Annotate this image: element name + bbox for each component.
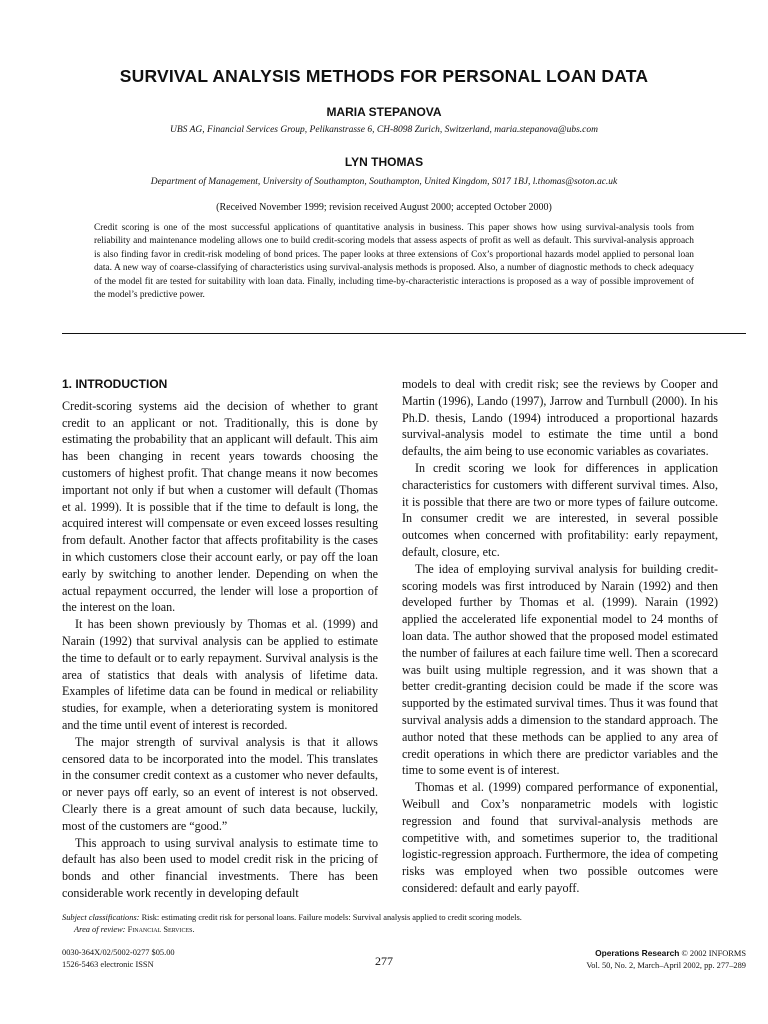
author-affiliation: UBS AG, Financial Services Group, Pelikanstrasse 6, CH-8098 Zurich, Switzerland, maria.stepanova@ubs.com <box>169 125 599 135</box>
paragraph: In credit scoring we look for differences in application characteristics for customers with different survival times. Also, it is possible that there are two or more types of failure outcome. In consumer credit we are interested, in several possible outcomes when concerned with profitability: early repayment, default, closure, etc. <box>402 460 718 559</box>
author-name: MARIA STEPANOVA <box>326 105 442 119</box>
paragraph: Thomas et al. (1999) compared performance of exponential, Weibull and Cox’s nonparametric models with logistic regression and found that survival-analysis methods are competitive with, and sometimes superior to, the traditional logistic-regression approach. Furthermore, the idea of competing risks was employed when two possible outcomes were considered: default and early payoff. <box>402 780 718 895</box>
abstract: Credit scoring is one of the most successful applications of quantitative analysis in business. This paper shows how using survival-analysis tools from reliability and maintenance modeling allows one to build credit-scoring models that assess aspects of profit as well as default. This survival-analysis approach is also finding favor in credit-risk modeling of bond prices. The paper looks at three extensions of Cox’s proportional hazards model applied to personal loan data. A new way of coarse-classifying of characteristics using survival-analysis methods is proposed. Also, a number of diagnostic methods to check adequacy of the model fit are tested for suitability with loan data. Finally, including time-by-characteristic interactions is proposed as a way of possible improvement of the model’s predictive power. <box>94 223 694 301</box>
review-label: Area of review: <box>74 924 126 934</box>
electronic-issn: 1526-5463 electronic ISSN <box>62 960 154 969</box>
right-column <box>402 376 718 897</box>
journal-name: Operations Research <box>595 948 680 958</box>
section-heading: 1. INTRODUCTION <box>62 377 168 391</box>
divider-rule <box>62 333 746 334</box>
paragraph: Credit-scoring systems aid the decision of whether to grant credit to an applicant or not. Traditionally, this is done by estimating the probability that an applicant will default. This aim has been changing in recent years towards choosing the customers of highest profit. That change means it now becomes important not only if but when a customer will default (Thomas et al. 1999). It is possible that if the time to default is long, the acquired interest will compensate or even exceed losses resulting from default. Another factor that affects profitability is the cases in which customers close their account early, or pay off the loan early by switching to another lender. Depending on when the actual repayment occurred, the lender will lose a proportion of the interest on the loan. <box>62 398 378 615</box>
paragraph: The idea of employing survival analysis for building credit-scoring models was first introduced by Narain (1992) and then developed further by Thomas et al. (1999). Narain (1992) applied the accelerated life exponential model to 24 months of loan data. The author showed that the proposed model estimated the number of failures at each failure time well. Then a scorecard was built using multiple regression, and it was shown that a better credit-granting decision could be made if the score was supported by the estimated survival times. Thus it was found that survival analysis adds a dimension to the standard approach. The author noted that these methods can be applied to any area of credit operations in which there are predictor variables and the time to some event is of interest. <box>402 561 718 778</box>
paragraph: This approach to using survival analysis to estimate time to default has also been used to model credit risk in the pricing of bonds and other financial investments. There has been considerable work recently in developing default <box>62 835 378 900</box>
left-column <box>62 376 378 902</box>
author-affiliation: Department of Management, University of Southampton, Southampton, United Kingdom, S017 1BJ, l.thomas@soton.ac.uk <box>150 177 618 187</box>
paragraph: The major strength of survival analysis is that it allows censored data to be incorporated into the model. This translates in the consumer credit context as a customer who never defaults, or never pays off early, so an event of interest is not observed. Clearly there is a great amount of such data because, luckily, most of the customers are “good.” <box>62 734 378 833</box>
subject-label: Subject classifications: <box>62 913 140 922</box>
received-dates: (Received November 1999; revision received August 2000; accepted October 2000) <box>216 202 552 213</box>
page-number: 277 <box>375 954 393 968</box>
issn-code: 0030-364X/02/5002-0277 $05.00 <box>62 948 175 957</box>
copyright: © 2002 INFORMS <box>681 949 746 958</box>
volume-info: Vol. 50, No. 2, March–April 2002, pp. 277–289 <box>586 961 746 970</box>
paragraph: models to deal with credit risk; see the reviews by Cooper and Martin (1996), Lando (1997), Jarrow and Turnbull (2000). In his Ph.D. thesis, Lando (1994) introduced a proportional hazards survival-analysis model to estimate the time until a bond defaults, the aim being to use economic variables as covariates. <box>402 377 718 459</box>
review-text: Financial Services. <box>127 924 195 934</box>
paper-title: SURVIVAL ANALYSIS METHODS FOR PERSONAL LOAN DATA <box>119 66 649 86</box>
paragraph: It has been shown previously by Thomas et al. (1999) and Narain (1992) that survival analysis can be applied to estimate the time to default or to early repayment. Survival analysis is the area of statistics that deals with analysis of lifetime data. Examples of lifetime data can be found in medical or reliability studies, for example, when a deteriorating system is monitored and the time until event of interest is recorded. <box>62 617 378 732</box>
footer-journal <box>586 947 746 972</box>
subject-text: Risk: estimating credit risk for personal loans. Failure models: Survival analysis applied to credit scoring models. <box>141 913 522 922</box>
classification-footnote <box>62 912 662 935</box>
author-name: LYN THOMAS <box>344 155 424 169</box>
